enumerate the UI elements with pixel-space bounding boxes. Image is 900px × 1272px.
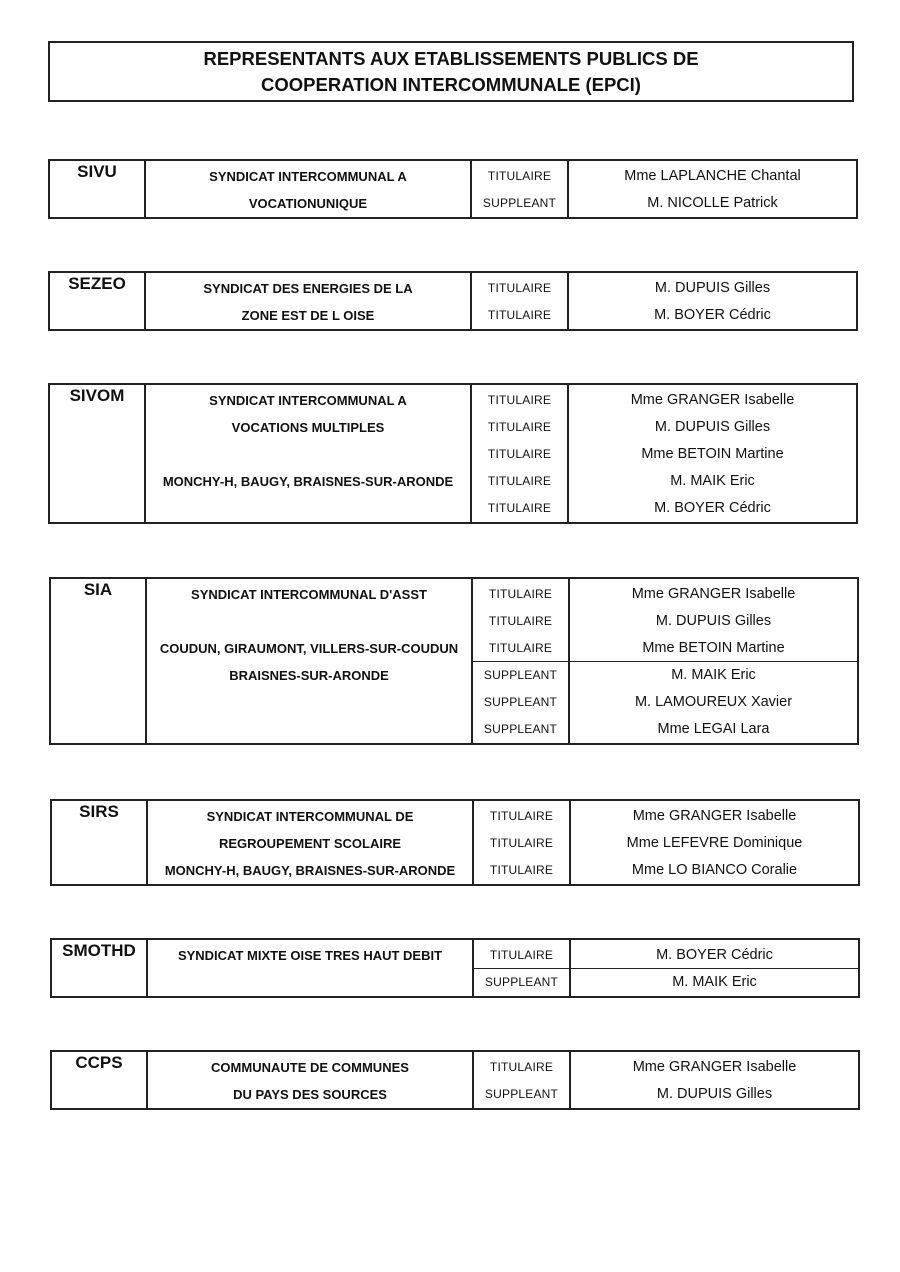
member-name: M. MAIK Eric: [672, 974, 757, 990]
member-role: SUPPLEANT: [483, 722, 558, 736]
member-role: TITULAIRE: [487, 308, 552, 322]
member-name: M. DUPUIS Gilles: [655, 613, 772, 629]
syndicate-name-line: REGROUPEMENT SCOLAIRE: [218, 836, 401, 851]
syndicate-name-line: SYNDICAT INTERCOMMUNAL A: [209, 393, 407, 408]
syndicate-name-line: BRAISNES-SUR-ARONDE: [229, 668, 389, 683]
syndicate-code: SEZEO: [68, 274, 126, 293]
member-role: TITULAIRE: [487, 474, 552, 488]
member-name: M. MAIK Eric: [670, 473, 755, 489]
syndicate-block-smothd: [50, 938, 860, 998]
syndicate-code: SIRS: [79, 802, 119, 821]
member-name: Mme GRANGER Isabelle: [631, 586, 796, 602]
member-name: M. DUPUIS Gilles: [654, 280, 771, 296]
syndicate-name-line: SYNDICAT INTERCOMMUNAL DE: [206, 809, 414, 824]
title-line-1: REPRESENTANTS AUX ETABLISSEMENTS PUBLICS DE: [203, 47, 699, 69]
member-name: Mme LEFEVRE Dominique: [626, 835, 803, 851]
member-role: TITULAIRE: [488, 614, 553, 628]
syndicate-code: CCPS: [75, 1053, 123, 1072]
member-role: SUPPLEANT: [483, 668, 558, 682]
member-role: SUPPLEANT: [483, 695, 558, 709]
code-cell: [50, 161, 146, 217]
row-divider: [473, 661, 857, 662]
syndicate-name-line: SYNDICAT INTERCOMMUNAL D'ASST: [191, 587, 427, 602]
syndicate-name-line: VOCATIONUNIQUE: [248, 196, 368, 211]
member-name: Mme LAPLANCHE Chantal: [624, 168, 801, 184]
syndicate-name-line: SYNDICAT MIXTE OISE TRES HAUT DEBIT: [177, 948, 443, 963]
syndicate-name-line: COMMUNAUTE DE COMMUNES: [211, 1060, 409, 1075]
code-cell: [51, 579, 147, 743]
syndicate-block-sia: [49, 577, 859, 745]
syndicate-block-ccps: [50, 1050, 860, 1110]
code-cell: [52, 940, 148, 996]
member-name: M. NICOLLE Patrick: [647, 195, 778, 211]
syndicate-code: SIA: [83, 580, 113, 599]
member-cell: [569, 161, 856, 217]
member-cell: [571, 801, 858, 884]
syndicate-name-line: COUDUN, GIRAUMONT, VILLERS-SUR-COUDUN: [159, 641, 459, 656]
member-role: TITULAIRE: [487, 501, 552, 515]
syndicate-code: SMOTHD: [62, 941, 136, 960]
code-cell: [50, 385, 146, 522]
member-role: TITULAIRE: [489, 1060, 554, 1074]
syndicate-name-line: DU PAYS DES SOURCES: [233, 1087, 387, 1102]
member-name: M. MAIK Eric: [671, 667, 756, 683]
member-cell: [571, 1052, 858, 1108]
member-role: TITULAIRE: [487, 420, 552, 434]
syndicate-name-line: MONCHY-H, BAUGY, BRAISNES-SUR-ARONDE: [164, 863, 456, 878]
role-cell: [472, 161, 569, 217]
page-title: [48, 41, 854, 102]
member-role: TITULAIRE: [488, 641, 553, 655]
member-name: M. DUPUIS Gilles: [656, 1086, 773, 1102]
member-name: Mme BETOIN Martine: [642, 640, 785, 656]
member-name: M. LAMOUREUX Xavier: [634, 694, 793, 710]
member-role: TITULAIRE: [487, 393, 552, 407]
member-name: Mme GRANGER Isabelle: [630, 392, 795, 408]
member-name: Mme LEGAI Lara: [657, 721, 770, 737]
member-role: SUPPLEANT: [482, 196, 557, 210]
role-cell: [472, 385, 569, 522]
syndicate-name-line: SYNDICAT INTERCOMMUNAL A: [209, 169, 407, 184]
syndicate-block-sirs: [50, 799, 860, 886]
name-cell: [146, 385, 472, 522]
name-cell: [148, 801, 474, 884]
member-role: TITULAIRE: [487, 281, 552, 295]
member-role: TITULAIRE: [489, 836, 554, 850]
syndicate-name-line: SYNDICAT DES ENERGIES DE LA: [203, 281, 413, 296]
member-name: Mme GRANGER Isabelle: [632, 808, 797, 824]
name-cell: [146, 273, 472, 329]
code-cell: [52, 1052, 148, 1108]
role-cell: [472, 273, 569, 329]
member-role: SUPPLEANT: [484, 975, 559, 989]
member-name: M. DUPUIS Gilles: [654, 419, 771, 435]
syndicate-code: SIVOM: [69, 386, 125, 405]
member-role: TITULAIRE: [489, 863, 554, 877]
member-role: SUPPLEANT: [484, 1087, 559, 1101]
name-cell: [147, 579, 473, 743]
member-name: M. BOYER Cédric: [654, 500, 771, 516]
member-role: TITULAIRE: [489, 809, 554, 823]
syndicate-code: SIVU: [77, 162, 117, 181]
member-name: Mme BETOIN Martine: [641, 446, 784, 462]
syndicate-name-line: MONCHY-H, BAUGY, BRAISNES-SUR-ARONDE: [162, 474, 454, 489]
member-role: TITULAIRE: [487, 169, 552, 183]
member-name: Mme GRANGER Isabelle: [632, 1059, 797, 1075]
member-name: M. BOYER Cédric: [654, 307, 771, 323]
role-cell: [474, 801, 571, 884]
member-name: Mme LO BIANCO Coralie: [631, 862, 798, 878]
title-line-2: COOPERATION INTERCOMMUNALE (EPCI): [261, 73, 641, 95]
syndicate-block-sivu: [48, 159, 858, 219]
member-role: TITULAIRE: [489, 948, 554, 962]
row-divider: [474, 968, 858, 969]
syndicate-name-line: VOCATIONS MULTIPLES: [231, 420, 385, 435]
member-role: TITULAIRE: [488, 587, 553, 601]
member-cell: [569, 273, 856, 329]
syndicate-block-sivom: [48, 383, 858, 524]
name-cell: [148, 940, 474, 996]
role-cell: [474, 1052, 571, 1108]
member-name: M. BOYER Cédric: [656, 947, 773, 963]
member-role: TITULAIRE: [487, 447, 552, 461]
name-cell: [146, 161, 472, 217]
name-cell: [148, 1052, 474, 1108]
member-cell: [569, 385, 856, 522]
code-cell: [52, 801, 148, 884]
syndicate-name-line: ZONE EST DE L OISE: [241, 308, 375, 323]
code-cell: [50, 273, 146, 329]
syndicate-block-sezeo: [48, 271, 858, 331]
